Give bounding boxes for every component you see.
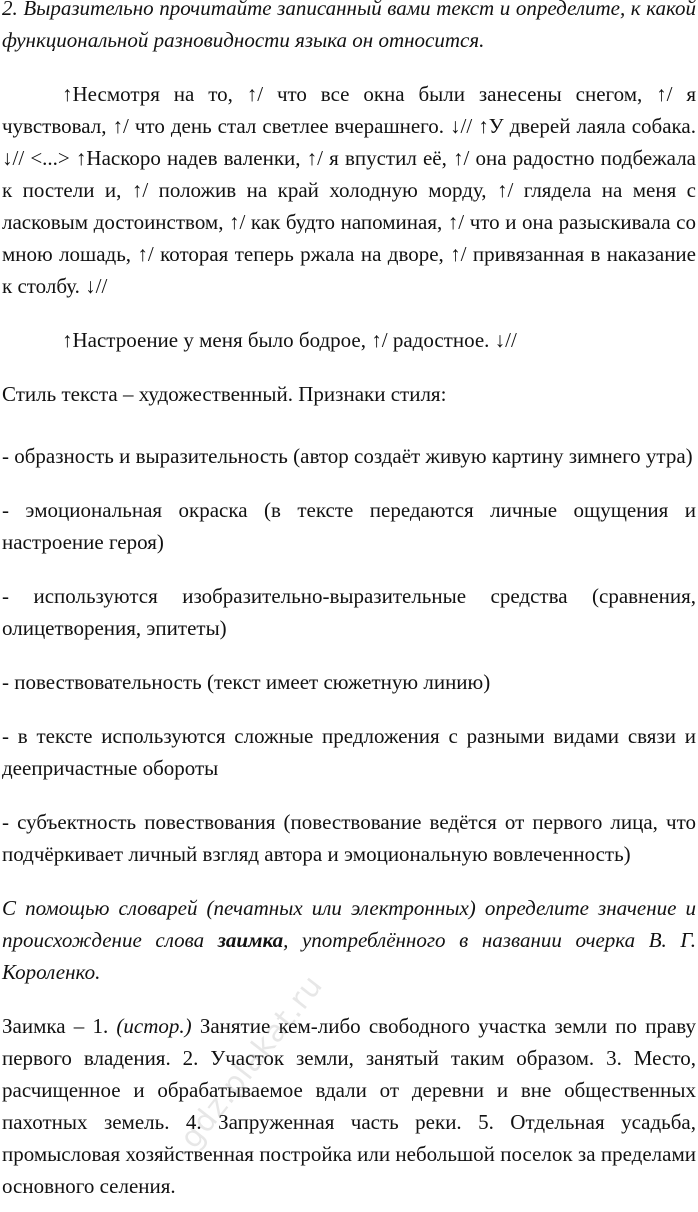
excerpt-paragraph-2: ↑Настроение у меня было бодрое, ↑/ радостное. ↓//	[62, 328, 517, 352]
excerpt-paragraph-1: ↑Несмотря на то, ↑/ что все окна были занесены снегом, ↑/ я чувствовал, ↑/ что день стал светлее вчерашнего. ↓// ↑У дверей лаяла собака. ↓// <...> ↑Наскоро надев валенки, ↑/ я впустил её, ↑/ она радостно подбежала к постели и, ↑/ положив на край холодную морду, ↑/ глядела на меня с ласковым достоинством, ↑/ как будто напоминая, ↑/ что и она разыскивала со мною лошадь, ↑/ которая теперь ржала на дворе, ↑/ привязанная в наказание к столбу. ↓//	[2, 82, 696, 298]
style-feature-6: - субъектность повествования (повествование ведётся от первого лица, что подчёркивает личный взгляд автора и эмоциональную вовлеченность)	[2, 810, 696, 866]
definition-text: Занятие кем-либо свободного участка земли по праву первого владения. 2. Участок земли, занятый таким образом. 3. Место, расчищенное и обрабатываемое вдали от деревни и вне общественных пахотных земель. 4. Запруженная часть реки. 5. Отдельная усадьба, промысловая хозяйственная постройка или небольшой поселок за пределами основного селения.	[2, 1014, 696, 1198]
task-3-prompt-end: , употреблённого в названии очерка В. Г. Короленко.	[2, 928, 696, 984]
style-feature-3: - используются изобразительно-выразительные средства (сравнения, олицетворения, эпитеты)	[2, 584, 696, 640]
style-feature-5: - в тексте используются сложные предложения с разными видами связи и деепричастные обороты	[2, 724, 696, 780]
definition-paragraph	[2, 1010, 696, 1202]
style-heading: Стиль текста – художественный. Признаки стиля:	[2, 382, 447, 406]
style-feature-1: - образность и выразительность (автор создаёт живую картину зимнего утра)	[2, 444, 693, 468]
definition-label: (истор.)	[116, 1014, 192, 1038]
task-3-prompt	[2, 892, 696, 988]
task-2-prompt: 2. Выразительно прочитайте записанный вами текст и определите, к какой функциональной разновидности языка он относится.	[2, 0, 696, 52]
style-feature-4: - повествовательность (текст имеет сюжетную линию)	[2, 670, 491, 694]
task-3-keyword: заимка	[217, 928, 284, 952]
task-3-prompt-start: С помощью словарей (печатных или электронных) определите значение и происхождение слова	[2, 896, 696, 952]
watermark: gdz.plakat.ru	[173, 968, 331, 1156]
style-feature-2: - эмоциональная окраска (в тексте передаются личные ощущения и настроение героя)	[2, 498, 696, 554]
document-page	[2, 0, 696, 1202]
definition-term: Заимка – 1.	[2, 1014, 117, 1038]
